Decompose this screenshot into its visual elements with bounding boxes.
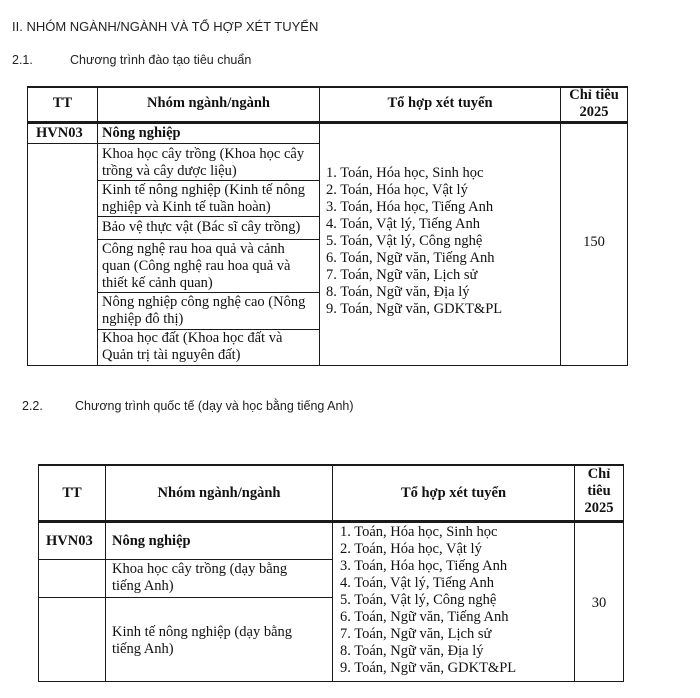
combination-item: 1. Toán, Hóa học, Sinh học	[340, 524, 498, 540]
combination-item: 2. Toán, Hóa học, Vật lý	[326, 182, 468, 198]
header-group: Nhóm ngành/ngành	[157, 485, 281, 501]
major-item: Khoa học cây trồng (dạy bằng tiếng Anh)	[112, 561, 288, 594]
section-1-title: Chương trình đào tạo tiêu chuẩn	[70, 53, 252, 67]
header-quota: Chỉ tiêu 2025	[569, 87, 619, 120]
combination-item: 4. Toán, Vật lý, Tiếng Anh	[326, 216, 480, 232]
combination-item: 8. Toán, Ngữ văn, Địa lý	[340, 643, 484, 659]
header-quota: Chỉ tiêu 2025	[584, 466, 614, 516]
combination-item: 5. Toán, Vật lý, Công nghệ	[340, 592, 497, 608]
major-item: Nông nghiệp công nghệ cao (Nông nghiệp đô thị)	[102, 294, 306, 327]
combination-item: 9. Toán, Ngữ văn, GDKT&PL	[340, 660, 517, 676]
quota-value: 150	[583, 234, 605, 250]
combination-item: 6. Toán, Ngữ văn, Tiếng Anh	[340, 609, 509, 625]
combination-item: 1. Toán, Hóa học, Sinh học	[326, 165, 484, 181]
combination-item: 7. Toán, Ngữ văn, Lịch sử	[326, 267, 478, 283]
header-tt: TT	[62, 485, 82, 501]
quota-value: 30	[591, 595, 607, 611]
section-heading: II. NHÓM NGÀNH/NGÀNH VÀ TỔ HỢP XÉT TUYỂN	[12, 19, 319, 34]
major-item: Kinh tế nông nghiệp (dạy bằng tiếng Anh)	[112, 624, 293, 657]
combination-list	[340, 524, 516, 677]
combination-item: 7. Toán, Ngữ văn, Lịch sử	[340, 626, 492, 642]
header-combination: Tổ hợp xét tuyển	[400, 485, 507, 501]
group-code: HVN03	[46, 533, 93, 549]
combination-item: 3. Toán, Hóa học, Tiếng Anh	[326, 199, 494, 215]
header-tt: TT	[52, 95, 73, 111]
header-combination: Tổ hợp xét tuyển	[387, 95, 493, 111]
combination-list	[326, 165, 502, 318]
section-2-number: 2.2.	[22, 399, 43, 413]
group-name: Nông nghiệp	[112, 533, 191, 549]
major-item: Khoa học cây trồng (Khoa học cây trồng và cây dược liệu)	[102, 146, 305, 179]
group-name: Nông nghiệp	[102, 125, 181, 141]
major-item: Khoa học đất (Khoa học đất và Quản trị tài nguyên đất)	[102, 330, 283, 363]
section-2-title: Chương trình quốc tế (dạy và học bằng tiếng Anh)	[75, 399, 354, 413]
combination-item: 6. Toán, Ngữ văn, Tiếng Anh	[326, 250, 495, 266]
section-1-number: 2.1.	[12, 53, 33, 67]
combination-item: 2. Toán, Hóa học, Vật lý	[340, 541, 482, 557]
major-item: Công nghệ rau hoa quả và cảnh quan (Công nghệ rau hoa quả và thiết kế cảnh quan)	[102, 241, 291, 291]
group-code: HVN03	[36, 125, 83, 141]
combination-item: 9. Toán, Ngữ văn, GDKT&PL	[326, 301, 503, 317]
combination-item: 4. Toán, Vật lý, Tiếng Anh	[340, 575, 494, 591]
combination-item: 5. Toán, Vật lý, Công nghệ	[326, 233, 483, 249]
major-item: Kinh tế nông nghiệp (Kinh tế nông nghiệp và Kinh tế tuần hoàn)	[102, 182, 305, 215]
combination-item: 3. Toán, Hóa học, Tiếng Anh	[340, 558, 508, 574]
combination-item: 8. Toán, Ngữ văn, Địa lý	[326, 284, 470, 300]
header-group: Nhóm ngành/ngành	[147, 95, 270, 111]
major-item: Bảo vệ thực vật (Bác sĩ cây trồng)	[102, 219, 301, 235]
